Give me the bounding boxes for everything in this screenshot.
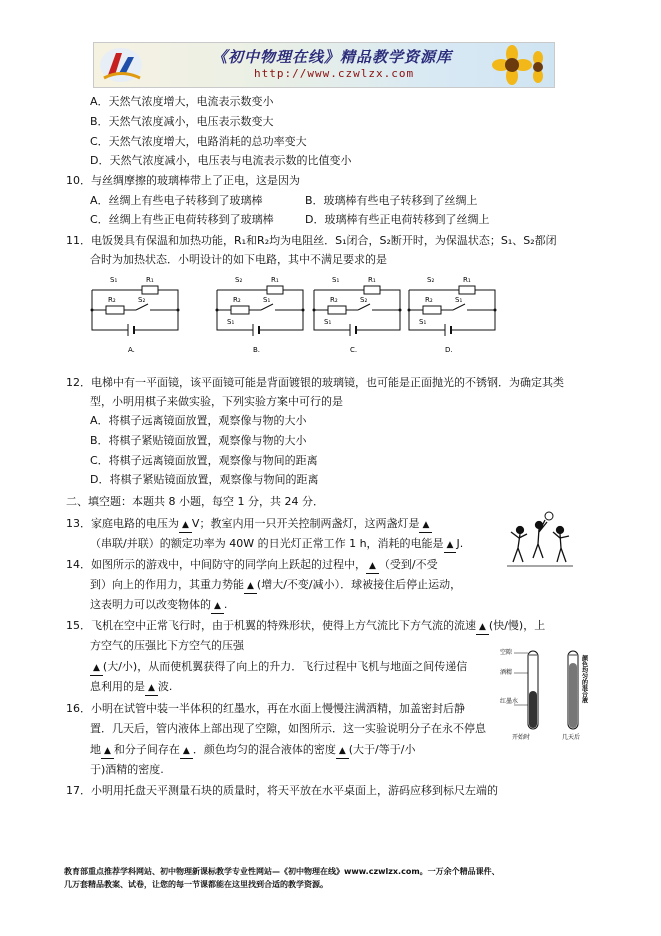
answer-blank[interactable]: ▲	[180, 744, 193, 759]
switch-label-bottom: S₁	[227, 318, 235, 326]
answer-blank[interactable]: ▲	[179, 518, 192, 533]
text-line-q15	[66, 619, 545, 635]
text-line-q15d	[90, 680, 172, 696]
label-alcohol: 酒精	[500, 669, 513, 676]
text-line-q15c	[90, 660, 467, 676]
text-segment: 置．几天后，管内液体上部出现了空隙，如图所示．这一实验说明分子在永不停息	[90, 722, 486, 735]
text-line-q12a: A．将棋子远离镜面放置，观察像与物的大小	[90, 414, 307, 427]
footer-line-1: 教育部重点推荐学科网站、初中物理新课标教学专业性网站—《初中物理在线》www.czwlzx.com。一万余个精品课件、	[64, 867, 500, 876]
circuit-c	[310, 268, 410, 358]
text-segment: (大于/等于/小	[348, 743, 416, 756]
text-segment: 这表明力可以改变物体的	[90, 598, 211, 611]
banner-url[interactable]: http://www.czwlzx.com	[254, 67, 415, 80]
text-line-q16c	[90, 743, 415, 759]
switch-label-mid: S₂	[138, 296, 146, 304]
label-start: 开始时	[512, 734, 531, 741]
answer-blank[interactable]: ▲	[419, 518, 432, 533]
text-line-q11b: 合时为加热状态．小明设计的如下电路，其中不满足要求的是	[90, 253, 387, 266]
text-line-q10b: B．玻璃棒有些电子转移到了丝绸上	[305, 194, 478, 207]
basketball-players-figure	[505, 510, 575, 570]
text-line-q12: 12．电梯中有一平面镜，该平面镜可能是背面镀银的玻璃镜，也可能是正面抛光的不锈钢．为确定其类	[66, 376, 564, 389]
text-segment: （串联/并联）的额定功率为 40W 的日光灯正常工作 1 h，消耗的电能是	[90, 537, 444, 550]
text-segment: （受到/不受	[378, 558, 438, 571]
answer-blank[interactable]: ▲	[101, 744, 114, 759]
text-segment: 波.	[157, 680, 173, 693]
text-segment: V；教室内用一只开关控制两盏灯，这两盏灯是	[191, 517, 420, 530]
text-line-q12c: C．将棋子远离镜面放置，观察像与物间的距离	[90, 454, 318, 467]
answer-blank[interactable]: ▲	[211, 599, 224, 614]
text-line-q14c	[90, 598, 227, 614]
text-line-q11: 11．电饭煲具有保温和加热功能，R₁和R₂均为电阻丝．S₁闭合，S₂断开时，为保温状态；S₁、S₂都闭	[66, 234, 557, 247]
text-segment: .	[223, 598, 228, 611]
switch-label-top: S₁	[110, 276, 118, 284]
text-segment: (增大/不变/减小）．球被接住后停止运动，	[256, 578, 462, 591]
label-ink: 红墨水	[500, 698, 519, 705]
text-line-q10: 10．与丝绸摩擦的玻璃棒带上了正电，这是因为	[66, 174, 300, 187]
text-line-q16d	[90, 763, 164, 777]
text-line-q10a: A．丝绸上有些电子转移到了玻璃棒	[90, 194, 263, 207]
text-line-q16b	[90, 722, 486, 736]
switch-label-mid: S₂	[360, 296, 368, 304]
text-line-q14	[66, 558, 438, 574]
text-line-q17: 17．小明用托盘天平测量石块的质量时，将天平放在水平桌面上，游码应移到标尺左端的	[66, 784, 498, 797]
text-line-q16	[66, 702, 465, 716]
option-label: D.	[445, 346, 453, 354]
switch-label-mid: S₁	[455, 296, 463, 304]
text-segment: 14．如图所示的游戏中，中间防守的同学向上跃起的过程中，	[66, 558, 366, 571]
switch-label-bottom: S₁	[419, 318, 427, 326]
footer-line-2: 几万套精品教案、试卷，让您的每一节课都能在这里找到合适的教学资源。	[64, 880, 328, 889]
answer-blank[interactable]: ▲	[90, 661, 103, 676]
text-segment: ．颜色均匀的混合液体的密度	[192, 743, 336, 756]
option-label: B.	[253, 346, 261, 354]
text-line-q12b: 型，小明用棋子来做实验，下列实验方案中可行的是	[90, 395, 343, 408]
answer-blank[interactable]: ▲	[476, 620, 489, 635]
switch-label-mid: S₁	[263, 296, 271, 304]
option-label: A.	[128, 346, 135, 354]
text-segment: 到）向上的作用力，其重力势能	[90, 578, 244, 591]
text-line-sec2: 二、填空题：本题共 8 小题，每空 1 分，共 24 分．	[66, 495, 324, 508]
switch-label-top: S₂	[235, 276, 243, 284]
answer-blank[interactable]: ▲	[145, 681, 158, 696]
text-segment: (大/小)，从而使机翼获得了向上的升力．飞行过程中飞机与地面之间传递信	[102, 660, 468, 673]
answer-blank[interactable]: ▲	[366, 559, 379, 574]
resistor-label-r2: R₂	[108, 296, 116, 304]
text-segment: 息利用的是	[90, 680, 145, 693]
text-line-q10c: C．丝绸上有些正电荷转移到了玻璃棒	[90, 213, 274, 226]
resistor-label-r2: R₂	[425, 296, 433, 304]
resistor-label-r1: R₁	[463, 276, 471, 284]
answer-blank[interactable]: ▲	[244, 579, 257, 594]
site-logo-icon	[98, 45, 144, 85]
switch-label-top: S₁	[332, 276, 340, 284]
text-segment: 13．家庭电路的电压为	[66, 517, 179, 530]
banner-title: 《初中物理在线》精品教学资源库	[212, 48, 453, 66]
switch-label-bottom: S₁	[324, 318, 332, 326]
text-line-q12bb: B．将棋子紧贴镜面放置，观察像与物的大小	[90, 434, 307, 447]
text-segment: 和分子间存在	[113, 743, 180, 756]
text-line-q14b	[90, 578, 461, 594]
resistor-label-r2: R₂	[233, 296, 241, 304]
label-later: 几天后	[562, 734, 581, 741]
text-line-q13b	[90, 537, 463, 553]
text-line-q10d: D．玻璃棒有些正电荷转移到了丝绸上	[305, 213, 490, 226]
resistor-label-r1: R₁	[146, 276, 154, 284]
answer-blank[interactable]: ▲	[444, 538, 457, 553]
resistor-label-r1: R₁	[271, 276, 279, 284]
test-tubes-figure	[500, 645, 610, 745]
text-line-q12d: D．将棋子紧贴镜面放置，观察像与物间的距离	[90, 473, 319, 486]
circuit-d	[405, 268, 505, 358]
resistor-label-r2: R₂	[330, 296, 338, 304]
text-line-q13	[66, 517, 432, 533]
text-segment: 方空气的压强比下方空气的压强	[90, 639, 244, 652]
text-line-q9a: A．天然气浓度增大，电流表示数变小	[90, 95, 274, 108]
label-mixed: 颜色均匀的混合液	[580, 655, 588, 703]
circuit-b	[213, 268, 313, 358]
text-segment: 于)酒精的密度.	[90, 763, 164, 776]
label-air: 空隙	[500, 649, 513, 656]
text-segment: 地	[90, 743, 101, 756]
text-line-q9b: B．天然气浓度减小，电压表示数变大	[90, 115, 274, 128]
header-banner	[93, 42, 555, 88]
switch-label-top: S₂	[427, 276, 435, 284]
text-segment: 16．小明在试管中装一半体积的红墨水，再在水面上慢慢注满酒精，加盖密封后静	[66, 702, 465, 715]
text-line-q9c: C．天然气浓度增大，电路消耗的总功率变大	[90, 135, 307, 148]
circuit-a	[88, 268, 188, 358]
text-segment: J.	[456, 537, 464, 550]
sunflower-icon	[490, 44, 550, 86]
text-line-q15b	[90, 639, 244, 653]
text-segment: (快/慢)，上	[488, 619, 546, 632]
text-segment: 15．飞机在空中正常飞行时，由于机翼的特殊形状，使得上方气流比下方气流的流速	[66, 619, 476, 632]
answer-blank[interactable]: ▲	[336, 744, 349, 759]
resistor-label-r1: R₁	[368, 276, 376, 284]
text-line-q9d: D．天然气浓度减小，电压表与电流表示数的比值变小	[90, 154, 352, 167]
option-label: C.	[350, 346, 358, 354]
